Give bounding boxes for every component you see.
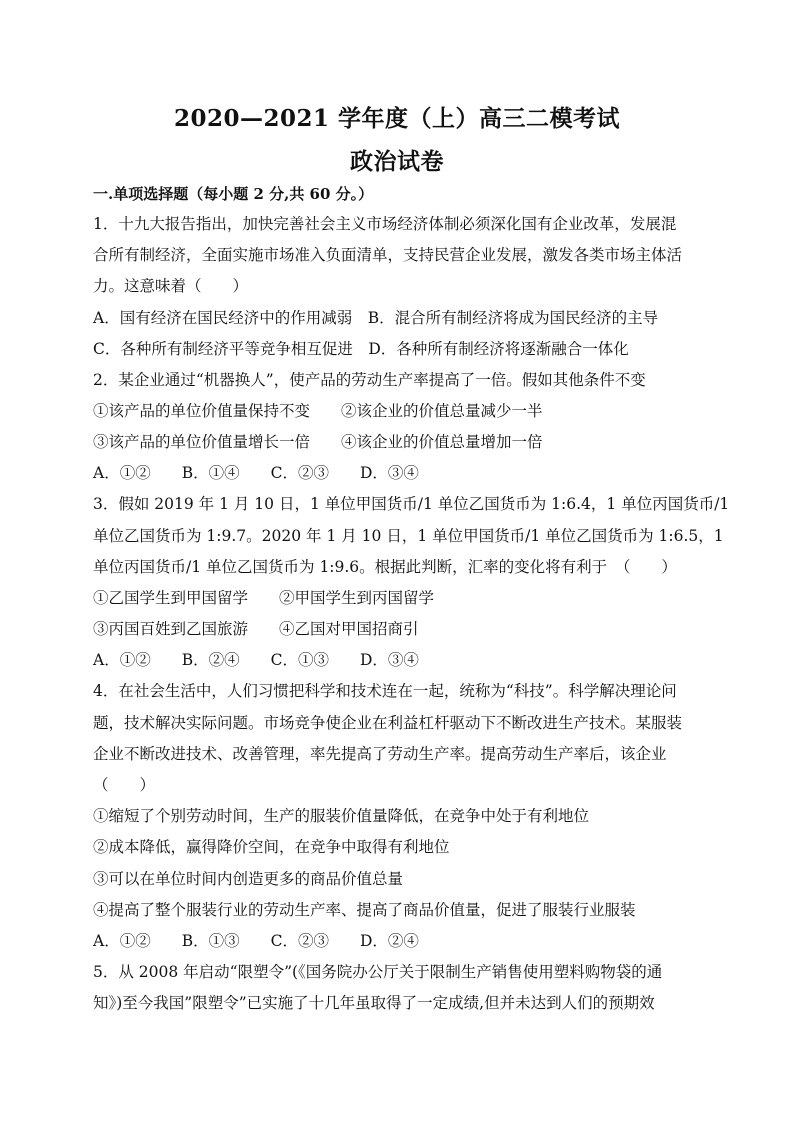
- q3-item-line: ①乙国学生到甲国留学 ②甲国学生到丙国留学: [93, 589, 435, 607]
- q1-stem-line: 力。这意味着（ ）: [93, 277, 249, 295]
- q4-stem-line: 题，技术解决实际问题。市场竞争使企业在利益杠杆驱动下不断改进生产技术。某服装: [93, 714, 683, 732]
- section-heading: 一.单项选择题（每小题 2 分,共 60 分。）: [93, 185, 374, 203]
- q2-options-line: A．①② B．①④ C．②③ D．③④: [93, 464, 419, 482]
- q3-options-line: A．①② B．②④ C．①③ D．③④: [93, 651, 419, 669]
- exam-title: 2020—2021 学年度（上）高三二模考试: [173, 105, 621, 132]
- q1-options-line: A．国有经济在国民经济中的作用减弱 B．混合所有制经济将成为国民经济的主导: [93, 309, 659, 327]
- q4-options-line: A．①② B．①③ C．②③ D．②④: [93, 932, 419, 950]
- q2-item-line: ③该产品的单位价值量增长一倍 ④该企业的价值总量增加一倍: [93, 433, 543, 451]
- q4-stem-line: 企业不断改进技术、改善管理，率先提高了劳动生产率。提高劳动生产率后，该企业: [93, 745, 667, 763]
- q3-stem-line: 3．假如 2019 年 1 月 10 日，1 单位甲国货币/1 单位乙国货币为 1:6.4，1 单位丙国货币/1: [93, 495, 730, 513]
- q1-stem-line: 1．十九大报告指出，加快完善社会主义市场经济体制必须深化国有企业改革，发展混: [93, 215, 677, 233]
- q1-options-line: C．各种所有制经济平等竞争相互促进 D．各种所有制经济将逐渐融合一体化: [93, 340, 629, 358]
- q5-stem-line: 5．从 2008 年启动“限塑令”(《国务院办公厅关于限制生产销售使用塑料购物袋的通: [93, 963, 663, 981]
- q3-item-line: ③丙国百姓到乙国旅游 ④乙国对甲国招商引: [93, 620, 419, 638]
- q2-item-line: ①该产品的单位价值量保持不变 ②该企业的价值总量减少一半: [93, 402, 543, 420]
- q4-item-line: ④提高了整个服装行业的劳动生产率、提高了商品价值量，促进了服装行业服装: [93, 901, 636, 919]
- q3-stem-line: 单位丙国货币/1 单位乙国货币为 1:9.6。根据此判断，汇率的变化将有利于 （ ）: [93, 558, 677, 576]
- q5-stem-line: 知》)至今我国”限塑令”已实施了十几年虽取得了一定成绩,但并未达到人们的预期效: [93, 994, 655, 1012]
- q4-item-line: ③可以在单位时间内创造更多的商品价值总量: [93, 870, 404, 888]
- q4-stem-line: 4．在社会生活中，人们习惯把科学和技术连在一起，统称为“科技”。科学解决理论问: [93, 682, 677, 700]
- q1-stem-line: 合所有制经济，全面实施市场准入负面清单，支持民营企业发展，激发各类市场主体活: [93, 246, 683, 264]
- q4-stem-line: （ ）: [93, 776, 156, 794]
- exam-subtitle: 政治试卷: [350, 148, 444, 175]
- q4-item-line: ①缩短了个别劳动时间，生产的服装价值量降低，在竞争中处于有利地位: [93, 807, 590, 825]
- q4-item-line: ②成本降低，赢得降价空间，在竞争中取得有利地位: [93, 838, 450, 856]
- q3-stem-line: 单位乙国货币为 1:9.7。2020 年 1 月 10 日，1 单位甲国货币/1 单位乙国货币为 1:6.5，1: [93, 527, 724, 545]
- q2-stem-line: 2．某企业通过“机器换人”，使产品的劳动生产率提高了一倍。假如其他条件不变: [93, 371, 646, 389]
